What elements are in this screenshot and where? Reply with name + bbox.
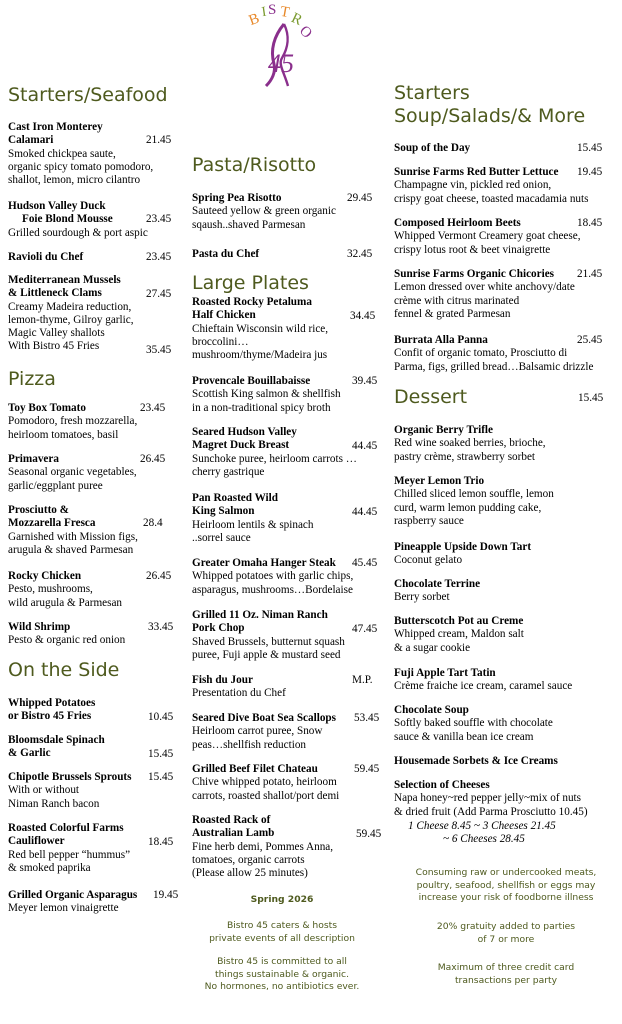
item-price: 34.45 [350,310,376,322]
item-desc: Chive whipped potato, heirloom [192,776,337,789]
item-desc: Whipped Vermont Creamery goat cheese, [394,230,581,243]
item-name: Primavera [8,453,59,465]
item-name: Grilled Organic Asparagus [8,889,138,901]
caters-note [192,920,372,945]
item-price: 53.45 [354,712,380,724]
item-desc: Red bell pepper “hummus” [8,848,131,861]
note-line: 20% gratuity added to parties [436,921,576,932]
item-name: Pork Chop [192,622,245,635]
item-desc: With or without [8,784,80,797]
item-name: or Bistro 45 Fries [8,710,92,723]
note-line: Maximum of three credit card [437,962,575,973]
item-name: Calamari [8,134,54,147]
item-price: 15.45 [148,771,174,783]
menu-item [394,334,593,374]
item-desc: wild arugula & Parmesan [8,596,123,609]
item-price: 19.45 [577,166,603,178]
item-desc: Heirloom lentils & spinach [192,518,314,531]
item-name: Chocolate Terrine [394,578,481,590]
item-desc: peas…shellfish reduction [192,738,307,751]
menu-item [394,268,575,321]
item-name: Seared Hudson Valley [192,426,297,438]
item-name: Ravioli du Chef [8,251,84,263]
item-price: 23.45 [140,402,166,414]
item-desc: organic spicy tomato pomodoro, [8,160,154,173]
item-desc: Lemon dressed over white anchovy/date [394,281,575,294]
food-warning [406,867,606,905]
item-desc: crème with citrus marinated [394,294,520,307]
item-desc: & dried fruit (Add Parma Prosciutto 10.45) [394,805,588,818]
section-on-the-side: On the Side [8,659,120,681]
item-name: & Littleneck Clams [8,287,102,300]
item-desc: Grilled sourdough & port aspic [8,226,148,239]
menu-item [394,424,546,464]
item-desc: sauce & vanilla bean ice cream [394,730,534,743]
item-name: Bloomsdale Spinach [8,734,105,746]
note-line: No hormones, no antibiotics ever. [204,981,360,992]
item-price: 44.45 [352,440,378,452]
item-price: 15.45 [577,142,603,154]
item-name: Mozzarella Fresca [8,517,96,530]
menu-item [8,200,148,240]
item-price: 18.45 [577,217,603,229]
item-name: Foie Blond Mousse [22,213,113,226]
menu-item [8,274,134,354]
item-desc: broccolini… [192,335,249,348]
menu-item [8,771,132,811]
note-line: Consuming raw or undercooked meats, [415,867,597,878]
section-dessert: Dessert [394,386,468,408]
item-price: 15.45 [148,748,174,760]
item-desc: in a non-traditional spicy broth [192,401,331,414]
item-desc: (Please allow 25 minutes) [192,867,308,880]
item-desc: shallot, lemon, micro cilantro [8,174,141,187]
menu-item [394,475,554,528]
item-desc: With Bistro 45 Fries [8,340,100,353]
item-price: 23.45 [146,213,172,225]
menu-item [8,889,137,916]
item-desc: Crème fraiche ice cream, caramel sauce [394,680,573,693]
menu-item [192,609,345,662]
item-desc: pastry crème, strawberry sorbet [394,450,536,463]
item-desc: Champagne vin, pickled red onion, [394,179,552,192]
gratuity-note [406,921,606,946]
item-price: 28.4 [143,517,163,529]
item-desc: Chilled sliced lemon souffle, lemon [394,488,554,501]
cheese-price-line: 1 Cheese 8.45 ~ 3 Cheeses 21.45 [408,820,556,832]
item-desc: Confit of organic tomato, Prosciutto di [394,347,568,360]
item-price: 23.45 [146,251,172,263]
bistro-45-logo [244,2,320,88]
item-price: 39.45 [352,375,378,387]
note-line: transactions per party [454,974,558,986]
item-name: Whipped Potatoes [8,697,96,709]
item-name: Rocky Chicken [8,570,82,582]
item-price: 26.45 [146,570,172,582]
item-name: Spring Pea Risotto [192,192,282,204]
svg-text:B: B [246,10,262,30]
item-name: Soup of the Day [394,142,471,154]
item-name: Grilled 11 Oz. Niman Ranch [192,609,328,621]
commitment-note [192,956,372,994]
item-desc: Whipped potatoes with garlic chips, [192,570,354,583]
menu-item [8,453,137,493]
item-desc: Shaved Brussels, butternut squash [192,635,345,648]
note-line: things sustainable & organic. [214,968,350,980]
item-name: Toy Box Tomato [8,402,86,414]
note-line: Bistro 45 is committed to all [217,956,347,967]
item-price: 59.45 [354,763,380,775]
cheese-price-line: ~ 6 Cheeses 28.45 [443,833,525,846]
menu-item [192,557,353,597]
item-desc: Sauteed yellow & green organic [192,205,336,218]
item-name: Selection of Cheeses [394,779,490,791]
item-name: Housemade Sorbets & Ice Creams [394,755,558,767]
svg-text:45: 45 [268,49,294,78]
item-desc: Scottish King salmon & shellfish [192,388,341,401]
item-name: Pineapple Upside Down Tart [394,541,532,553]
item-desc: crispy goat cheese, toasted macadamia nuts [394,192,589,205]
item-name: Half Chicken [192,309,256,322]
item-name: Roasted Rack of [192,814,271,826]
item-name: Prosciutto & [8,504,70,516]
item-desc: Red wine soaked berries, brioche, [394,437,546,450]
item-name: Roasted Rocky Petaluma [192,296,312,308]
menu-item [192,674,286,701]
item-name: Cauliflower [8,835,65,848]
note-line: private events of all description [209,932,355,944]
item-name: Grilled Beef Filet Chateau [192,763,318,775]
item-desc: lemon-thyme, Gilroy garlic, [8,313,134,326]
item-name: Seared Dive Boat Sea Scallops [192,712,336,724]
item-desc: Whipped cream, Maldon salt [394,628,524,641]
item-desc: Niman Ranch bacon [8,797,100,810]
item-name: Magret Duck Breast [192,439,290,452]
item-desc: Smoked chickpea saute, [8,147,116,160]
item-price: 29.45 [347,192,373,204]
menu-item [394,704,553,744]
item-price: 47.45 [352,623,378,635]
item-desc: Berry sorbet [394,591,450,604]
svg-text:O: O [295,22,315,42]
item-desc: & a sugar cookie [394,641,471,654]
item-desc: Seasonal organic vegetables, [8,466,137,479]
item-name: Chocolate Soup [394,704,469,716]
item-price: 19.45 [153,889,179,901]
item-price: 21.45 [577,268,603,280]
item-name: Mediterranean Mussels [8,274,121,286]
note-line: of 7 or more [477,933,535,945]
section-starters-title: Starters [394,82,470,104]
note-line: poultry, seafood, shellfish or eggs may [416,879,596,891]
item-desc: Coconut gelato [394,554,463,567]
menu-item [8,504,138,557]
item-desc: Garnished with Mission figs, [8,530,138,543]
menu-item [8,822,130,875]
item-name: Meyer Lemon Trio [394,475,485,487]
item-desc: Pesto, mushrooms, [8,583,93,596]
menu-item [394,578,480,605]
item-name: Greater Omaha Hanger Steak [192,557,336,569]
item-price: 10.45 [148,711,174,723]
menu-item [192,763,339,803]
credit-card-note [406,962,606,987]
item-name: Cast Iron Monterey [8,121,103,133]
item-desc: Magic Valley shallots [8,327,105,340]
item-name: Composed Heirloom Beets [394,217,521,229]
section-soup-salads: Soup/Salads/& More [394,105,586,127]
menu-item [8,251,83,264]
item-price: 32.45 [347,248,373,260]
item-desc: Pesto & organic red onion [8,634,126,647]
item-desc: Chieftain Wisconsin wild rice, [192,322,329,335]
item-desc: garlic/eggplant puree [8,479,103,492]
menu-item [192,296,328,362]
item-desc: ..sorrel sauce [192,531,251,544]
item-desc: Parma, figs, grilled bread…Balsamic drizzle [394,360,594,373]
item-name: Wild Shrimp [8,621,71,633]
item-name: Fuji Apple Tart Tatin [394,667,496,679]
section-starters-seafood: Starters/Seafood [8,84,168,106]
menu-item [394,217,581,257]
svg-text:I: I [260,4,268,21]
item-desc: Presentation du Chef [192,687,286,700]
item-name: Sunrise Farms Organic Chicories [394,268,555,280]
item-name: Chipotle Brussels Sprouts [8,771,132,783]
menu-item [192,712,336,752]
section-pasta-risotto: Pasta/Risotto [192,154,317,176]
item-desc: curd, warm lemon pudding cake, [394,501,542,514]
svg-text:S: S [268,2,277,18]
item-name: King Salmon [192,505,255,518]
menu-item [394,615,524,655]
item-price: 44.45 [352,506,378,518]
menu-item [394,142,470,155]
menu-item [394,166,588,206]
section-pizza: Pizza [8,368,56,390]
menu-item [192,375,341,415]
cheese-prices [408,820,556,847]
item-price: M.P. [352,674,373,686]
item-price: 27.45 [146,288,172,300]
section-large-plates: Large Plates [192,272,309,294]
item-desc: Fine herb demi, Pommes Anna, [192,840,334,853]
item-desc: puree, Fuji apple & mustard seed [192,648,341,661]
menu-item [8,121,153,187]
menu-item [8,402,137,442]
item-name: Hudson Valley Duck [8,200,106,212]
item-price: 21.45 [146,134,172,146]
item-desc: Sunchoke puree, heirloom carrots … [192,452,357,465]
menu-item [192,492,314,545]
item-price: 33.45 [148,621,174,633]
menu-item [192,248,259,261]
item-name: Organic Berry Trifle [394,424,493,436]
menu-item [192,192,336,232]
menu-item [394,541,531,568]
item-name: & Garlic [8,747,51,760]
item-desc: Heirloom carrot puree, Snow [192,725,323,738]
item-price: 25.45 [577,334,603,346]
menu-item [8,621,125,648]
note-line: Bistro 45 caters & hosts [226,920,338,931]
svg-text:T: T [278,3,291,22]
item-price: 35.45 [146,344,172,356]
item-desc: Meyer lemon vinaigrette [8,902,119,915]
menu-item [394,779,588,819]
item-desc: crispy lotus root & beet vinaigrette [394,243,551,256]
item-name: Butterscotch Pot au Creme [394,615,524,627]
item-desc: sqaush..shaved Parmesan [192,218,306,231]
item-desc: carrots, roasted shallot/port demi [192,789,340,802]
item-name: Sunrise Farms Red Butter Lettuce [394,166,559,178]
menu-item [192,814,333,880]
menu-item [394,667,572,694]
dessert-price: 15.45 [578,392,604,404]
item-price: 59.45 [356,828,382,840]
menu-item [192,426,357,479]
season-label: Spring 2026 [250,894,314,905]
item-price: 26.45 [140,453,166,465]
item-desc: cherry gastrique [192,465,265,478]
item-name: Pasta du Chef [192,248,260,260]
item-desc: arugula & shaved Parmesan [8,543,134,556]
item-desc: fennel & grated Parmesan [394,307,511,320]
item-desc: Softly baked souffle with chocolate [394,717,553,730]
item-name: Fish du Jour [192,674,253,686]
item-name: Burrata Alla Panna [394,334,488,346]
item-desc: Pomodoro, fresh mozzarella, [8,415,138,428]
item-desc: raspberry sauce [394,514,464,527]
menu-item [8,570,122,610]
item-price: 18.45 [148,836,174,848]
note-line: increase your risk of foodborne illness [418,892,594,903]
item-name: Pan Roasted Wild [192,492,278,504]
item-name: Australian Lamb [192,827,275,840]
item-desc: mushroom/thyme/Madeira jus [192,349,328,362]
svg-text:R: R [288,10,305,29]
item-desc: Napa honey~red pepper jelly~mix of nuts [394,792,582,805]
item-name: Roasted Colorful Farms [8,822,124,834]
item-desc: Creamy Madeira reduction, [8,300,132,313]
item-desc: & smoked paprika [8,861,91,874]
item-price: 45.45 [352,557,378,569]
menu-item [8,734,105,761]
menu-item [394,755,558,768]
item-desc: heirloom tomatoes, basil [8,428,119,441]
item-name: Provencale Bouillabaisse [192,375,311,387]
item-desc: asparagus, mushrooms…Bordelaise [192,583,353,596]
menu-item [8,697,95,724]
item-desc: tomatoes, organic carrots [192,853,305,866]
